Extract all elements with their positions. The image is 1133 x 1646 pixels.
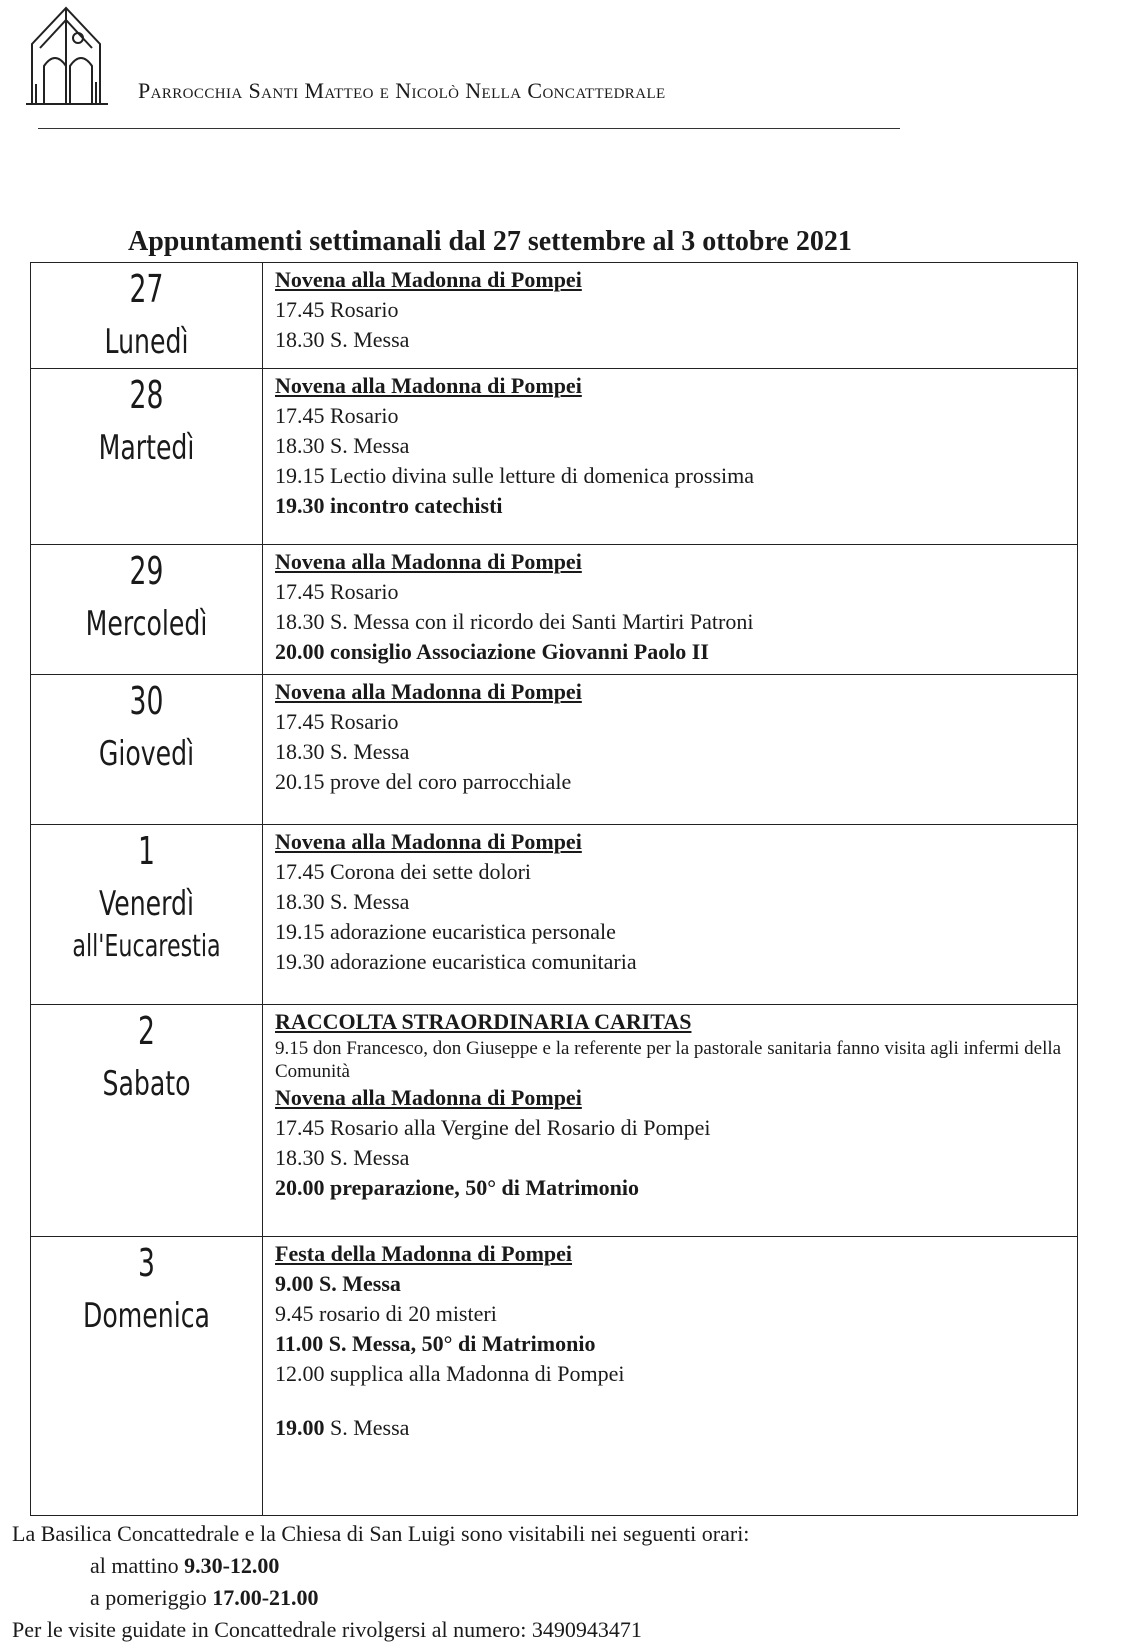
day-number: 28	[129, 373, 164, 417]
day-name: Mercoledì	[85, 604, 208, 644]
events-cell	[275, 827, 1067, 977]
parish-name: Parrocchia Santi Matteo e Nicolò Nella Concattedrale	[138, 78, 666, 103]
event-item: 19.30 adorazione eucaristica comunitaria	[275, 949, 637, 974]
event-heading: Novena alla Madonna di Pompei	[275, 373, 582, 398]
day-cell	[31, 1005, 263, 1236]
day-number: 3	[138, 1241, 155, 1285]
day-row	[31, 825, 1077, 1005]
day-number: 2	[138, 1009, 155, 1053]
events-cell	[275, 547, 1067, 667]
afternoon-label: a pomeriggio	[90, 1585, 207, 1610]
event-item: 17.45 Rosario	[275, 709, 399, 734]
guided-tours-contact: Per le visite guidate in Concattedrale rivolgersi al numero: 3490943471	[12, 1617, 642, 1642]
event-item: 18.30 S. Messa	[275, 889, 410, 914]
day-cell	[31, 369, 263, 544]
events-cell	[275, 1239, 1067, 1443]
day-row	[31, 263, 1077, 369]
day-cell	[31, 1237, 263, 1515]
day-row	[31, 675, 1077, 825]
page-title: Appuntamenti settimanali dal 27 settembre al 3 ottobre 2021	[128, 226, 852, 257]
events-cell	[275, 265, 1067, 355]
day-number: 29	[129, 549, 164, 593]
event-item: 12.00 supplica alla Madonna di Pompei	[275, 1361, 625, 1386]
day-name: Venerdì	[98, 884, 195, 924]
event-item: 17.45 Rosario	[275, 579, 399, 604]
day-number: 1	[138, 829, 155, 873]
event-item: 17.45 Rosario	[275, 403, 399, 428]
afternoon-hours-line	[12, 1582, 1112, 1614]
event-item: 19.15 Lectio divina sulle letture di domenica prossima	[275, 463, 754, 488]
morning-hours-line	[12, 1550, 1112, 1582]
day-cell	[31, 545, 263, 674]
event-item: 9.15 don Francesco, don Giuseppe e la referente per la pastorale sanitaria fanno visita agli infermi della Comunità	[275, 1038, 1062, 1082]
day-cell	[31, 825, 263, 1004]
event-item: 17.45 Corona dei sette dolori	[275, 859, 532, 884]
visiting-hours-intro: La Basilica Concattedrale e la Chiesa di San Luigi sono visitabili nei seguenti orari:	[12, 1521, 750, 1546]
day-cell	[31, 675, 263, 824]
day-number: 27	[129, 267, 164, 311]
event-spacer	[275, 1389, 1067, 1413]
event-heading: Novena alla Madonna di Pompei	[275, 267, 582, 292]
events-cell	[275, 677, 1067, 797]
day-row	[31, 545, 1077, 675]
event-item: 11.00 S. Messa, 50° di Matrimonio	[275, 1331, 596, 1356]
event-item: 9.00 S. Messa	[275, 1271, 401, 1296]
event-item: 20.15 prove del coro parrocchiale	[275, 769, 572, 794]
event-item: 18.30 S. Messa	[275, 739, 410, 764]
weekly-schedule-table	[30, 262, 1078, 1516]
day-row	[31, 1237, 1077, 1515]
day-name: Lunedì	[104, 322, 189, 362]
day-name: Giovedì	[98, 734, 195, 774]
visiting-hours-footer	[12, 1518, 1112, 1646]
event-heading: Novena alla Madonna di Pompei	[275, 549, 582, 574]
event-item: 20.00 consiglio Associazione Giovanni Paolo II	[275, 639, 709, 664]
event-item: 18.30 S. Messa	[275, 327, 410, 352]
event-item: 9.45 rosario di 20 misteri	[275, 1301, 497, 1326]
day-cell	[31, 263, 263, 368]
event-heading: Festa della Madonna di Pompei	[275, 1241, 573, 1266]
event-heading: Novena alla Madonna di Pompei	[275, 829, 582, 854]
event-item: 18.30 S. Messa con il ricordo dei Santi Martiri Patroni	[275, 609, 754, 634]
morning-hours: 9.30-12.00	[184, 1553, 280, 1578]
day-number: 30	[129, 679, 164, 723]
events-cell	[275, 1007, 1067, 1203]
morning-label: al mattino	[90, 1553, 179, 1578]
event-heading: RACCOLTA STRAORDINARIA CARITAS	[275, 1009, 692, 1034]
day-row	[31, 369, 1077, 545]
event-item: 19.00 S. Messa	[275, 1415, 410, 1440]
event-item: 17.45 Rosario alla Vergine del Rosario di Pompei	[275, 1115, 711, 1140]
event-heading: Novena alla Madonna di Pompei	[275, 679, 582, 704]
day-subtitle: all'Eucarestia	[72, 929, 221, 964]
event-heading: Novena alla Madonna di Pompei	[275, 1085, 582, 1110]
event-item: 18.30 S. Messa	[275, 1145, 410, 1170]
header-divider	[38, 128, 900, 129]
afternoon-hours: 17.00-21.00	[212, 1585, 319, 1610]
event-item: 19.30 incontro catechisti	[275, 493, 503, 518]
day-name: Sabato	[102, 1064, 191, 1104]
church-facade-icon	[22, 4, 112, 112]
events-cell	[275, 371, 1067, 521]
day-name: Martedì	[98, 428, 195, 468]
event-item: 18.30 S. Messa	[275, 433, 410, 458]
event-item: 17.45 Rosario	[275, 297, 399, 322]
event-item: 19.15 adorazione eucaristica personale	[275, 919, 616, 944]
day-name: Domenica	[83, 1296, 210, 1336]
page-header	[20, 4, 900, 134]
day-row	[31, 1005, 1077, 1237]
event-item: 20.00 preparazione, 50° di Matrimonio	[275, 1175, 640, 1200]
